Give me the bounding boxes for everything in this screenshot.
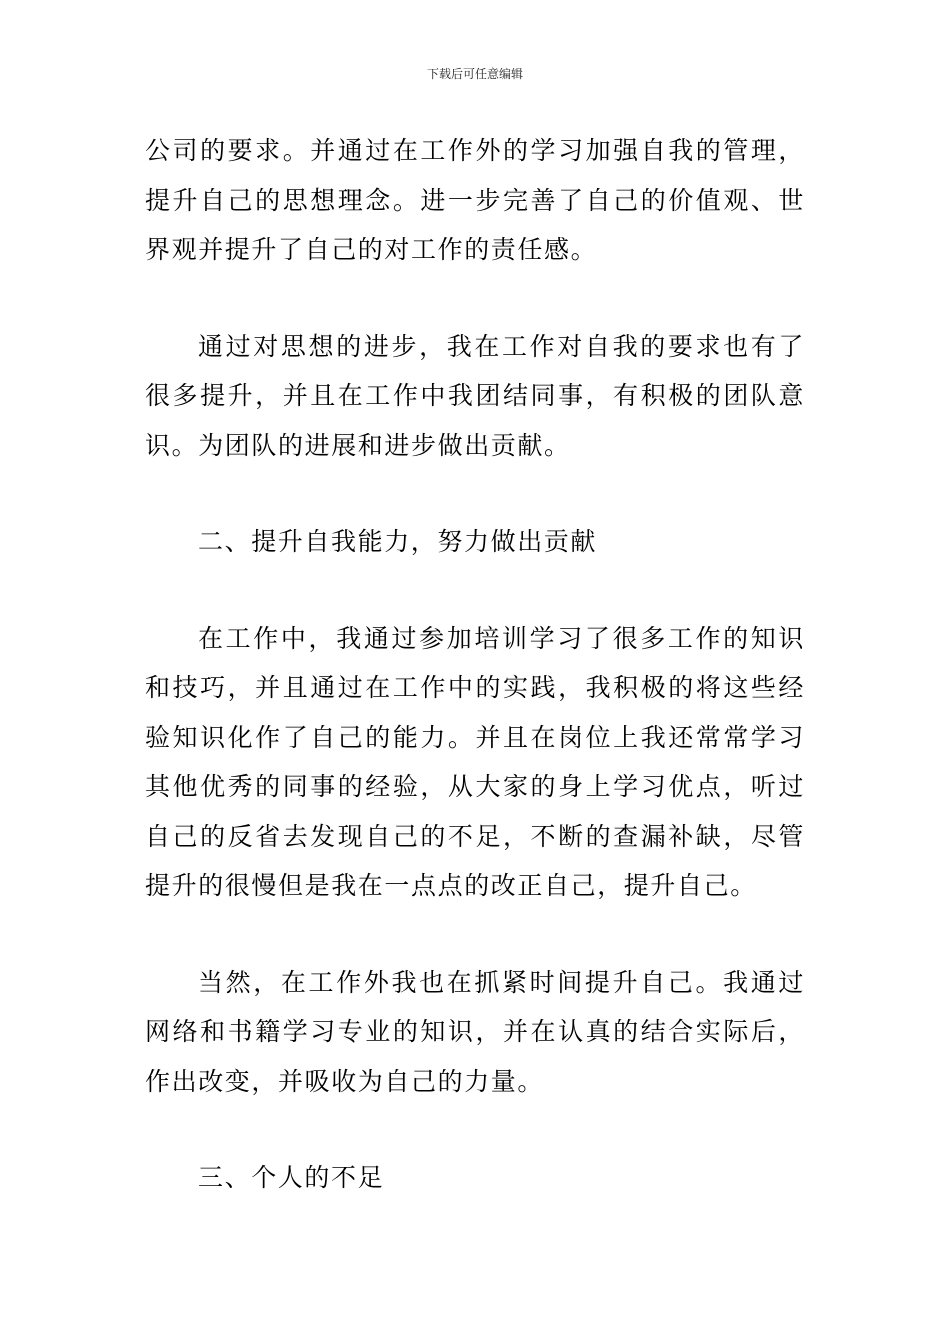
paragraph-2: 通过对思想的进步，我在工作对自我的要求也有了很多提升，并且在工作中我团结同事，有积极的团队意识。为团队的进展和进步做出贡献。 [145,331,805,460]
document-body [145,126,805,1203]
paragraph-1: 公司的要求。并通过在工作外的学习加强自我的管理，提升自己的思想理念。进一步完善了自己的价值观、世界观并提升了自己的对工作的责任感。 [145,136,805,264]
section-heading-2: 二、提升自我能力，努力做出贡献 [198,527,598,556]
paragraph-3: 在工作中，我通过参加培训学习了很多工作的知识和技巧，并且通过在工作中的实践，我积极的将这些经验知识化作了自己的能力。并且在岗位上我还常常学习其他优秀的同事的经验，从大家的身上学习优点，听过自己的反省去发现自己的不足，不断的查漏补缺，尽管提升的很慢但是我在一点点的改正自己，提升自己。 [145,623,805,900]
paragraph-spacer [145,911,805,958]
paragraph-spacer [145,1106,805,1153]
paragraph-spacer [145,567,805,614]
page-header: 下载后可任意编辑 [426,67,523,81]
paragraph-4: 当然，在工作外我也在抓紧时间提升自己。我通过网络和书籍学习专业的知识，并在认真的结合实际后，作出改变，并吸收为自己的力量。 [145,967,805,1096]
paragraph-spacer [145,275,805,322]
paragraph-spacer [145,470,805,517]
section-heading-3: 三、个人的不足 [198,1163,385,1192]
